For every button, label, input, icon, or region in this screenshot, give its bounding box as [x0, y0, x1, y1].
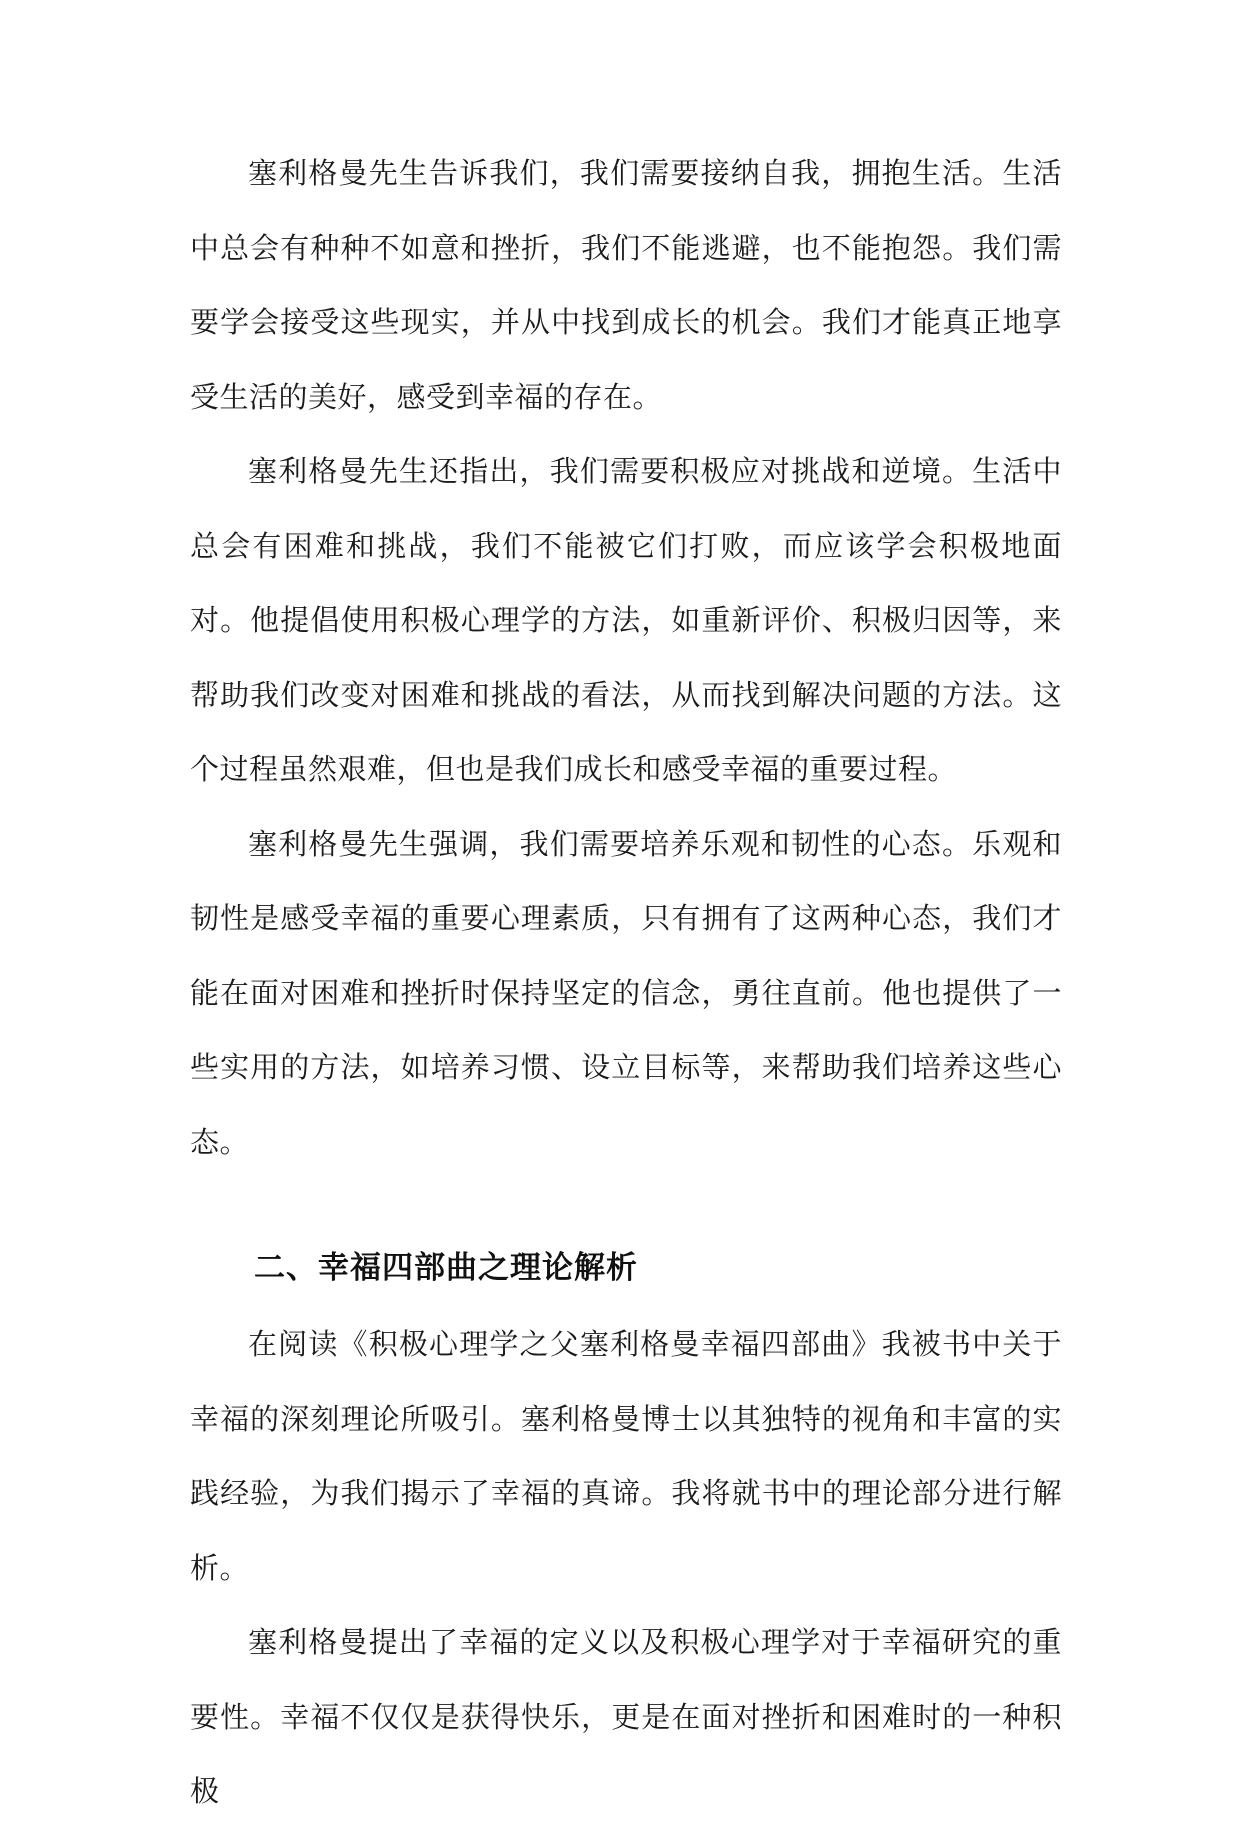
paragraph-accept-self: 塞利格曼先生告诉我们，我们需要接纳自我，拥抱生活。生活中总会有种种不如意和挫折，我们不能逃避，也不能抱怨。我们需要学会接受这些现实，并从中找到成长的机会。我们才能真正地享受生活的美好，感受到幸福的存在。 [190, 156, 1062, 414]
paragraph-face-challenges: 塞利格曼先生还指出，我们需要积极应对挑战和逆境。生活中总会有困难和挑战，我们不能被它们打败，而应该学会积极地面对。他提倡使用积极心理学的方法，如重新评价、积极归因等，来帮助我们改变对困难和挑战的看法，从而找到解决问题的方法。这个过程虽然艰难，但也是我们成长和感受幸福的重要过程。 [190, 454, 1062, 786]
section-heading: 二、幸福四部曲之理论解析 [254, 1250, 638, 1286]
document-body [190, 136, 1062, 1829]
paragraph-happiness-definition: 塞利格曼提出了幸福的定义以及积极心理学对于幸福研究的重要性。幸福不仅仅是获得快乐，更是在面对挫折和困难时的一种积极 [190, 1625, 1062, 1808]
paragraph-reading-intro: 在阅读《积极心理学之父塞利格曼幸福四部曲》我被书中关于幸福的深刻理论所吸引。塞利格曼博士以其独特的视角和丰富的实践经验，为我们揭示了幸福的真谛。我将就书中的理论部分进行解析。 [190, 1327, 1062, 1585]
paragraph-optimism-resilience: 塞利格曼先生强调，我们需要培养乐观和韧性的心态。乐观和韧性是感受幸福的重要心理素质，只有拥有了这两种心态，我们才能在面对困难和挫折时保持坚定的信念，勇往直前。他也提供了一些实用的方法，如培养习惯、设立目标等，来帮助我们培养这些心态。 [190, 826, 1062, 1159]
